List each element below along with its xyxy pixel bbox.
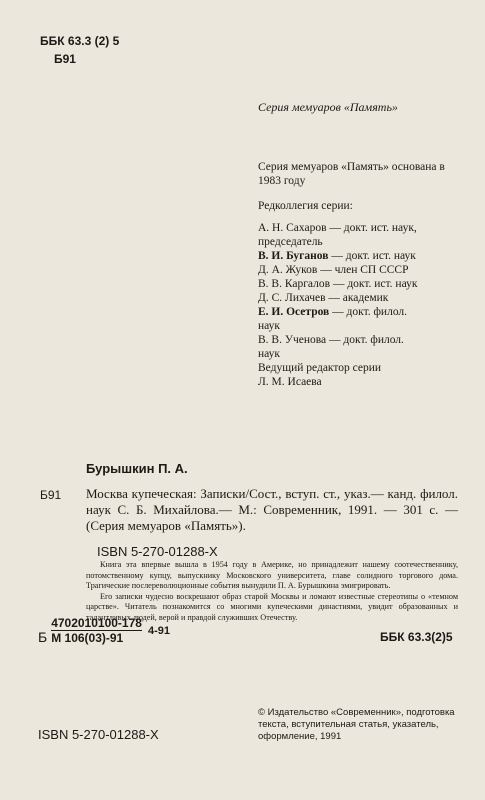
board-member-cont: председатель: [258, 236, 323, 248]
board-member: Д. А. Жуков — член СП СССР: [258, 264, 409, 276]
book-annotation: [86, 560, 458, 624]
bbk-code: ББК 63.3 (2) 5: [40, 34, 120, 48]
board-member: Е. И. Осетров — докт. филол.: [258, 306, 408, 318]
annotation-paragraph: Его записки чудесно воскрешают образ старой Москвы и ломают известные стереотипы о «темном царстве». Читатель познакомится со многими купеческими династиями, увидит образованных и талантливых людей, верой и правдой служивших Отечеству.: [86, 591, 458, 622]
catalog-description: Москва купеческая: Записки/Сост., вступ. ст., указ.— канд. филол. наук С. Б. Михайлова.— М.: Современник, 1991. — 301 с. — (Серия мемуаров «Память»).: [86, 486, 458, 533]
publication-code: [38, 616, 170, 645]
board-member: Д. С. Лихачев — академик: [258, 292, 389, 304]
series-founded: Серия мемуаров «Память» основана в 1983 году: [258, 161, 445, 187]
board-member: В. И. Буганов — докт. ист. наук: [258, 250, 416, 262]
copyright-notice: © Издательство «Современник», подготовка текста, вступительная статья, указатель, оформление, 1991: [258, 707, 455, 742]
code-line-2: М 106(03)-91: [51, 631, 124, 645]
board-member: А. Н. Сахаров — докт. ист. наук,: [258, 222, 417, 234]
code-letter: Б: [38, 629, 48, 645]
board-member: В. В. Каргалов — докт. ист. наук: [258, 278, 418, 290]
catalog-index: Б91: [40, 488, 62, 502]
board-member-cont: наук: [258, 348, 281, 360]
board-member: В. В. Ученова — докт. филол.: [258, 334, 404, 346]
annotation-paragraph: Книга эта впервые вышла в 1954 году в Америке, но принадлежит нашему соотечественнику, потомственному купцу, выпускнику Московского университета, главе солидного торгового дома. Трагические послереволюционные события вынудили П. А. Бурышкина эмигрировать.: [86, 560, 458, 591]
board-title: Редколлегия серии:: [258, 200, 353, 212]
bbk-header: [40, 32, 119, 68]
board-member-cont: наук: [258, 320, 281, 332]
code-suffix: 4-91: [147, 624, 170, 637]
series-info: [258, 160, 458, 389]
bbk-index: Б91: [54, 52, 76, 66]
catalog-isbn: ISBN 5-270-01288-X: [97, 544, 218, 559]
isbn-bottom: ISBN 5-270-01288-X: [38, 727, 159, 742]
catalog-author: Бурышкин П. А.: [86, 461, 188, 476]
bbk-bottom: ББК 63.3(2)5: [380, 630, 453, 644]
code-line-1: 4702010100-178: [51, 616, 142, 630]
editor-label: Ведущий редактор серии: [258, 362, 382, 374]
series-heading: Серия мемуаров «Память»: [258, 100, 398, 114]
editor-name: Л. М. Исаева: [258, 376, 322, 388]
